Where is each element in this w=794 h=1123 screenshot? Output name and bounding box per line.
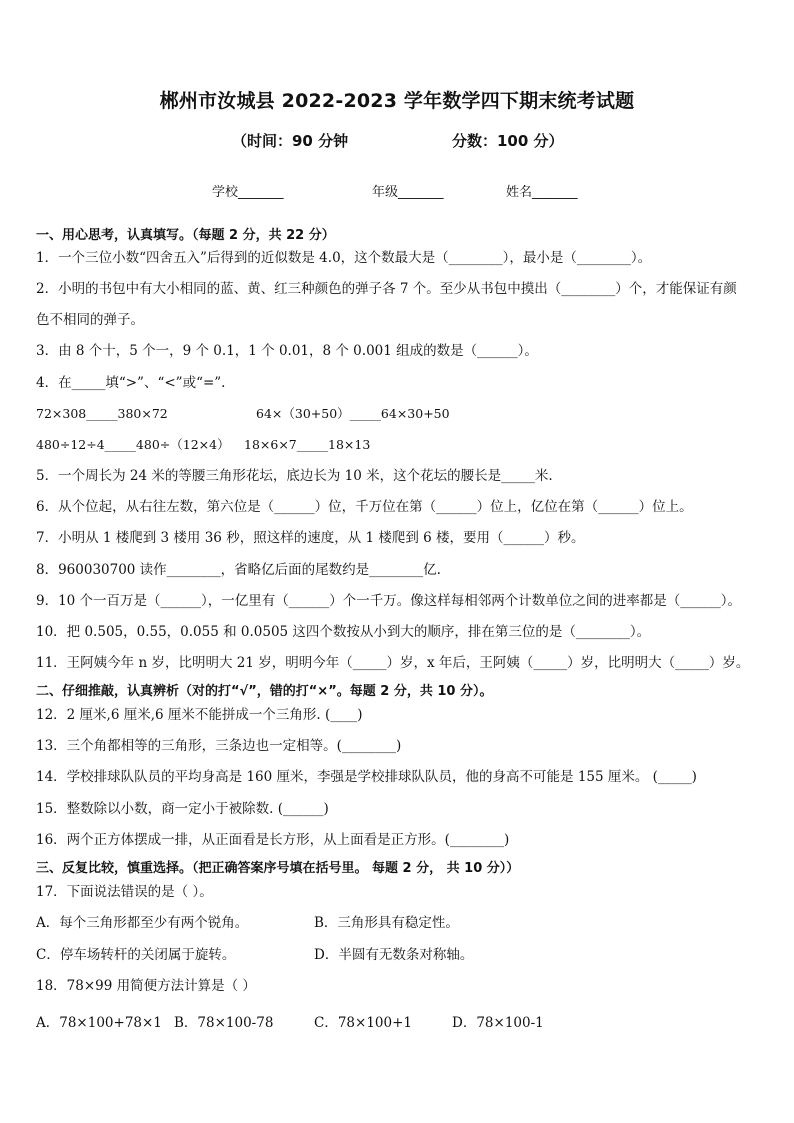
- question-15: 15．整数除以小数，商一定小于被除数. (______): [36, 801, 329, 817]
- question-4: 4．在_____填“>”、“<”或“=”.: [36, 375, 226, 391]
- name-field: 姓名_______: [506, 185, 578, 200]
- question-17-option-c: C．停车场转杆的关闭属于旋转。: [36, 947, 236, 963]
- question-4-item-3: 480÷12÷4_____480÷（12×4）: [36, 437, 230, 452]
- question-1: 1．一个三位小数“四舍五入”后得到的近似数是 4.0，这个数最大是（________），最小是（________）。: [36, 250, 652, 266]
- question-4-item-4: 18×6×7_____18×13: [244, 437, 371, 452]
- question-12: 12．2 厘米,6 厘米,6 厘米不能拼成一个三角形. (____): [36, 707, 363, 723]
- school-field: 学校_______: [212, 185, 284, 200]
- question-14: 14．学校排球队队员的平均身高是 160 厘米，李强是学校排球队队员，他的身高不可能是 155 厘米。 (_____): [36, 769, 697, 785]
- question-9: 9．10 个一百万是（______），一亿里有（______）个一千万。像这样每相邻两个计数单位之间的进率都是（______）。: [36, 593, 742, 609]
- question-10: 10．把 0.505，0.55，0.055 和 0.0505 这四个数按从小到大的顺序，排在第三位的是（________）。: [36, 624, 651, 640]
- question-4-item-1: 72×308_____380×72: [36, 406, 168, 421]
- exam-title: 郴州市汝城县 2022-2023 学年数学四下期末统考试题: [159, 90, 635, 112]
- question-17-option-a: A．每个三角形都至少有两个锐角。: [36, 915, 249, 931]
- question-8: 8．960030700 读作________，省略亿后面的尾数约是________亿.: [36, 562, 441, 578]
- exam-time: （时间：90 分钟: [232, 132, 349, 150]
- question-18: 18．78×99 用简便方法计算是（ ）: [36, 978, 256, 994]
- question-2-continued: 色不相同的弹子。: [36, 312, 144, 328]
- question-17-option-b: B．三角形具有稳定性。: [314, 915, 459, 931]
- question-17: 17．下面说法错误的是（ ）。: [36, 884, 213, 900]
- question-18-option-d: D．78×100-1: [452, 1015, 544, 1031]
- question-18-option-c: C．78×100+1: [314, 1015, 412, 1031]
- question-5: 5．一个周长为 24 米的等腰三角形花坛，底边长为 10 米，这个花坛的腰长是_____米.: [36, 468, 553, 484]
- question-16: 16．两个正方体摆成一排，从正面看是长方形，从上面看是正方形。(________): [36, 832, 510, 848]
- section-2-heading: 二、仔细推敲，认真辨析（对的打“√”，错的打“×”。每题 2 分，共 10 分）。: [36, 684, 493, 699]
- section-3-heading: 三、反复比较，慎重选择。（把正确答案序号填在括号里。 每题 2 分， 共 10 分））: [36, 861, 520, 876]
- section-1-heading: 一、用心思考，认真填写。（每题 2 分，共 22 分）: [36, 228, 335, 243]
- question-6: 6．从个位起，从右往左数，第六位是（______）位，千万位在第（______）位上，亿位在第（______）位上。: [36, 499, 693, 515]
- grade-field: 年级_______: [372, 185, 444, 200]
- question-2: 2．小明的书包中有大小相同的蓝、黄、红三种颜色的弹子各 7 个。至少从书包中摸出（________）个，才能保证有颜: [36, 281, 737, 297]
- question-4-item-2: 64×（30+50）_____64×30+50: [256, 406, 450, 421]
- question-17-option-d: D．半圆有无数条对称轴。: [314, 947, 474, 963]
- question-18-option-b: B．78×100-78: [174, 1015, 274, 1031]
- question-11: 11．王阿姨今年 n 岁，比明明大 21 岁，明明今年（_____）岁，x 年后，王阿姨（_____）岁，比明明大（_____）岁。: [36, 655, 750, 671]
- question-13: 13．三个角都相等的三角形，三条边也一定相等。(________): [36, 738, 402, 754]
- question-7: 7．小明从 1 楼爬到 3 楼用 36 秒，照这样的速度，从 1 楼爬到 6 楼，要用（______）秒。: [36, 530, 585, 546]
- exam-score: 分数：100 分）: [452, 132, 564, 150]
- question-3: 3．由 8 个十，5 个一，9 个 0.1，1 个 0.01，8 个 0.001 组成的数是（______）。: [36, 343, 538, 359]
- question-18-option-a: A．78×100+78×1: [36, 1015, 162, 1031]
